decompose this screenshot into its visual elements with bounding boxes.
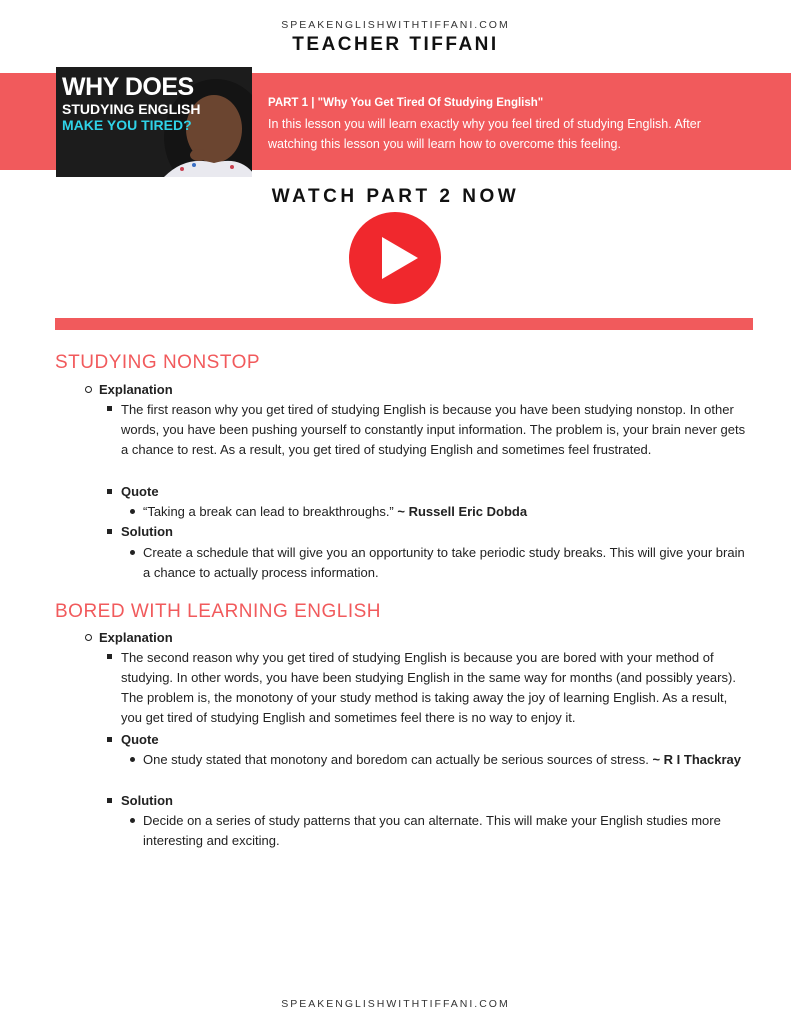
play-video-button[interactable] [349, 212, 441, 304]
solution-text: Decide on a series of study patterns that you can alternate. This will make your English studies more interesting and exciting. [143, 811, 751, 851]
dot-bullet-icon [130, 550, 135, 555]
square-bullet-icon [107, 798, 112, 803]
dot-bullet-icon [130, 818, 135, 823]
thumbnail-text-line: WHY DOES [62, 73, 194, 101]
explanation-text: The first reason why you get tired of studying English is because you have been studying nonstop. In other words, you have been pushing yourself to constantly input information. The problem is, your brain never gets a chance to rest. As a result, you get tired of studying English and sometimes feel frustrated. [121, 400, 751, 460]
square-bullet-icon [107, 406, 112, 411]
square-bullet-icon [107, 529, 112, 534]
circle-bullet-icon [85, 386, 92, 393]
brand-title: TEACHER TIFFANI [292, 34, 499, 55]
quote-text: One study stated that monotony and boredom can actually be serious sources of stress. ~ R I Thackray [143, 750, 751, 770]
quote-author: ~ Russell Eric Dobda [397, 504, 528, 519]
solution-label: Solution [121, 524, 173, 539]
part-1-description: In this lesson you will learn exactly why you feel tired of studying English. After watching this lesson you will learn how to overcome this feeling. [268, 117, 701, 151]
section-title: BORED WITH LEARNING ENGLISH [55, 601, 381, 622]
explanation-text: The second reason why you get tired of studying English is because you are bored with your method of studying. In other words, you have been studying English in the same way for months (and possibly years). The problem is, the monotony of your study method is taking away the joy of learning English. As a result, you get tired of studying English and sometimes feel there is no way to enjoy it. [121, 648, 751, 728]
quote-text: “Taking a break can lead to breakthroughs.” ~ Russell Eric Dobda [143, 502, 751, 522]
thumbnail-text-line: STUDYING ENGLISH [62, 101, 201, 117]
section-title: STUDYING NONSTOP [55, 352, 261, 373]
quote-author: ~ R I Thackray [652, 752, 741, 767]
square-bullet-icon [107, 489, 112, 494]
site-url-header[interactable]: SPEAKENGLISHWITHTIFFANI.COM [281, 19, 510, 31]
explanation-label: Explanation [99, 382, 173, 397]
square-bullet-icon [107, 737, 112, 742]
quote-label: Quote [121, 484, 159, 499]
circle-bullet-icon [85, 634, 92, 641]
square-bullet-icon [107, 654, 112, 659]
video-thumbnail[interactable] [56, 67, 252, 177]
thumbnail-text-line: MAKE YOU TIRED? [62, 117, 192, 133]
section-divider [55, 318, 753, 330]
solution-text: Create a schedule that will give you an opportunity to take periodic study breaks. This will give your brain a chance to actually process information. [143, 543, 751, 583]
watch-part-2-heading: WATCH PART 2 NOW [271, 186, 520, 207]
solution-label: Solution [121, 793, 173, 808]
explanation-label: Explanation [99, 630, 173, 645]
site-url-footer[interactable]: SPEAKENGLISHWITHTIFFANI.COM [281, 998, 510, 1010]
part-1-title: PART 1 | "Why You Get Tired Of Studying English" [268, 97, 544, 109]
quote-label: Quote [121, 732, 159, 747]
dot-bullet-icon [130, 757, 135, 762]
play-icon [349, 212, 441, 304]
dot-bullet-icon [130, 509, 135, 514]
